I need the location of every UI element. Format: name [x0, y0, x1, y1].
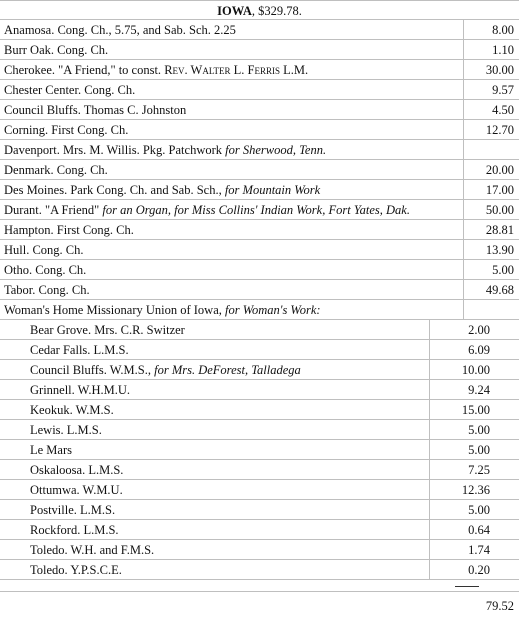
sub-entry-row: [0, 440, 519, 460]
entry-label: [30, 460, 123, 480]
entry-amount: 17.00: [463, 180, 514, 199]
sum-rule: [455, 586, 479, 587]
entry-label-text: Keokuk. W.M.S.: [30, 403, 114, 417]
entry-amount: 30.00: [463, 60, 514, 79]
entry-amount: [463, 140, 514, 159]
entry-label: [30, 500, 115, 520]
entry-label: [4, 140, 326, 160]
entry-label-text: Corning. First Cong. Ch.: [4, 123, 129, 137]
state-heading: IOWA, $329.78.: [0, 0, 519, 20]
entry-amount: 13.90: [463, 240, 514, 259]
entry-label: [4, 20, 236, 40]
entry-amount: 0.20: [429, 560, 490, 579]
entry-label: [4, 240, 84, 260]
entry-label: [4, 60, 308, 80]
entry-row: [0, 240, 519, 260]
entry-label-text: Durant. "A Friend": [4, 203, 103, 217]
entry-row: [0, 180, 519, 200]
entry-amount: 7.25: [429, 460, 490, 479]
sub-entry-row: [0, 320, 519, 340]
sub-entry-row: [0, 540, 519, 560]
sub-entry-row: [0, 400, 519, 420]
entry-label: [30, 400, 114, 420]
entry-row: [0, 100, 519, 120]
entry-label: [4, 40, 108, 60]
entry-amount: 5.00: [463, 260, 514, 279]
sub-entry-row: [0, 480, 519, 500]
entry-row: [0, 80, 519, 100]
sub-entry-row: [0, 380, 519, 400]
entry-label-italic: for an Organ, for Miss Collins' Indian Work, Fort Yates, Dak.: [102, 203, 410, 217]
entry-label-italic: for Mountain Work: [224, 183, 321, 197]
entry-label-text: Grinnell. W.H.M.U.: [30, 383, 130, 397]
entry-label: [30, 440, 72, 460]
entry-label-text: Tabor. Cong. Ch.: [4, 283, 90, 297]
sub-entry-row: [0, 500, 519, 520]
entry-label-text: Anamosa. Cong. Ch., 5.75, and Sab. Sch. 2.25: [4, 23, 236, 37]
entry-row: [0, 280, 519, 300]
entry-label: [30, 340, 129, 360]
entry-amount: 49.68: [463, 280, 514, 299]
entry-row: [0, 40, 519, 60]
entry-label: [30, 560, 122, 580]
entry-label-text: Toledo. W.H. and F.M.S.: [30, 543, 155, 557]
entry-label: [30, 540, 154, 560]
entry-label: [4, 220, 134, 240]
entry-label: [4, 80, 135, 100]
entry-label-text: Cedar Falls. L.M.S.: [30, 343, 129, 357]
entry-label-italic: for Woman's Work:: [225, 303, 321, 317]
entry-label: [30, 420, 102, 440]
sub-entry-row: [0, 360, 519, 380]
entry-amount: 1.74: [429, 540, 490, 559]
entry-label: [30, 380, 130, 400]
entry-row: [0, 120, 519, 140]
entry-amount: 9.24: [429, 380, 490, 399]
entry-amount: 6.09: [429, 340, 490, 359]
state-name: IOWA: [217, 4, 252, 18]
entry-label: [30, 520, 119, 540]
entry-label: [30, 480, 123, 500]
entry-label: [4, 160, 108, 180]
entry-label-text: Otho. Cong. Ch.: [4, 263, 87, 277]
entry-label-text: Le Mars: [30, 443, 72, 457]
subtotal-row: [0, 592, 519, 620]
entry-label-text: Ottumwa. W.M.U.: [30, 483, 123, 497]
entry-amount: 12.36: [429, 480, 490, 499]
entry-amount: 12.70: [463, 120, 514, 139]
entry-label-text: Bear Grove. Mrs. C.R. Switzer: [30, 323, 185, 337]
entry-label-text: Cherokee. "A Friend," to const.: [4, 63, 165, 77]
entry-label: [4, 200, 410, 220]
subtotal-amount: 79.52: [485, 599, 514, 613]
entry-row: [0, 60, 519, 80]
entry-row: [0, 160, 519, 180]
entry-label: [30, 360, 301, 380]
entry-label-text: Chester Center. Cong. Ch.: [4, 83, 136, 97]
entry-row: [0, 200, 519, 220]
entry-label-text: Council Bluffs. W.M.S.,: [30, 363, 155, 377]
entry-label-text: Postville. L.M.S.: [30, 503, 116, 517]
sub-entry-row: [0, 340, 519, 360]
sub-entry-row: [0, 560, 519, 580]
entry-label-suffix: L.M.: [279, 63, 309, 77]
sub-entry-row: [0, 420, 519, 440]
entry-label: [4, 280, 90, 300]
entry-row: [0, 140, 519, 160]
entry-amount: 0.64: [429, 520, 490, 539]
entry-amount: 28.81: [463, 220, 514, 239]
entry-amount: 4.50: [463, 100, 514, 119]
entry-row: [0, 20, 519, 40]
entry-row: [0, 260, 519, 280]
sub-entry-row: [0, 520, 519, 540]
entry-amount: 2.00: [429, 320, 490, 339]
entry-label-text: Hull. Cong. Ch.: [4, 243, 84, 257]
entry-amount: [463, 300, 514, 319]
entry-label: [4, 120, 128, 140]
entry-label-italic: for Mrs. DeForest, Talladega: [154, 363, 301, 377]
entry-label-text: Des Moines. Park Cong. Ch. and Sab. Sch.,: [4, 183, 225, 197]
entry-label-text: Council Bluffs. Thomas C. Johnston: [4, 103, 187, 117]
entry-label-text: Davenport. Mrs. M. Willis. Pkg. Patchwork: [4, 143, 226, 157]
entry-label: [4, 300, 321, 320]
entry-label: [4, 180, 320, 200]
entry-amount: 5.00: [429, 420, 490, 439]
entry-rows: [0, 20, 519, 620]
entry-label-text: Rockford. L.M.S.: [30, 523, 119, 537]
entry-row: [0, 220, 519, 240]
entry-amount: 5.00: [429, 440, 490, 459]
entry-label-text: Burr Oak. Cong. Ch.: [4, 43, 109, 57]
entry-label-text: Denmark. Cong. Ch.: [4, 163, 108, 177]
entry-amount: 9.57: [463, 80, 514, 99]
entry-label-text: Lewis. L.M.S.: [30, 423, 102, 437]
entry-amount: 5.00: [429, 500, 490, 519]
entry-amount: 8.00: [463, 20, 514, 39]
entry-label-text: Woman's Home Missionary Union of Iowa,: [4, 303, 226, 317]
sum-rule-row: [0, 580, 519, 592]
entry-label-text: Toledo. Y.P.S.C.E.: [30, 563, 122, 577]
entry-amount: 1.10: [463, 40, 514, 59]
entry-label-italic: for Sherwood, Tenn.: [225, 143, 327, 157]
entry-label: [4, 260, 86, 280]
entry-amount: 15.00: [429, 400, 490, 419]
sub-entry-row: [0, 460, 519, 480]
entry-amount: 10.00: [429, 360, 490, 379]
entry-label: [4, 100, 186, 120]
entry-row: [0, 300, 519, 320]
entry-amount: 50.00: [463, 200, 514, 219]
entry-amount: 20.00: [463, 160, 514, 179]
entry-label: [30, 320, 185, 340]
entry-label-text: Hampton. First Cong. Ch.: [4, 223, 134, 237]
entry-label-smallcaps: Rev. Walter L. Ferris: [164, 63, 280, 77]
state-total: $329.78.: [258, 4, 302, 18]
entry-label-text: Oskaloosa. L.M.S.: [30, 463, 124, 477]
